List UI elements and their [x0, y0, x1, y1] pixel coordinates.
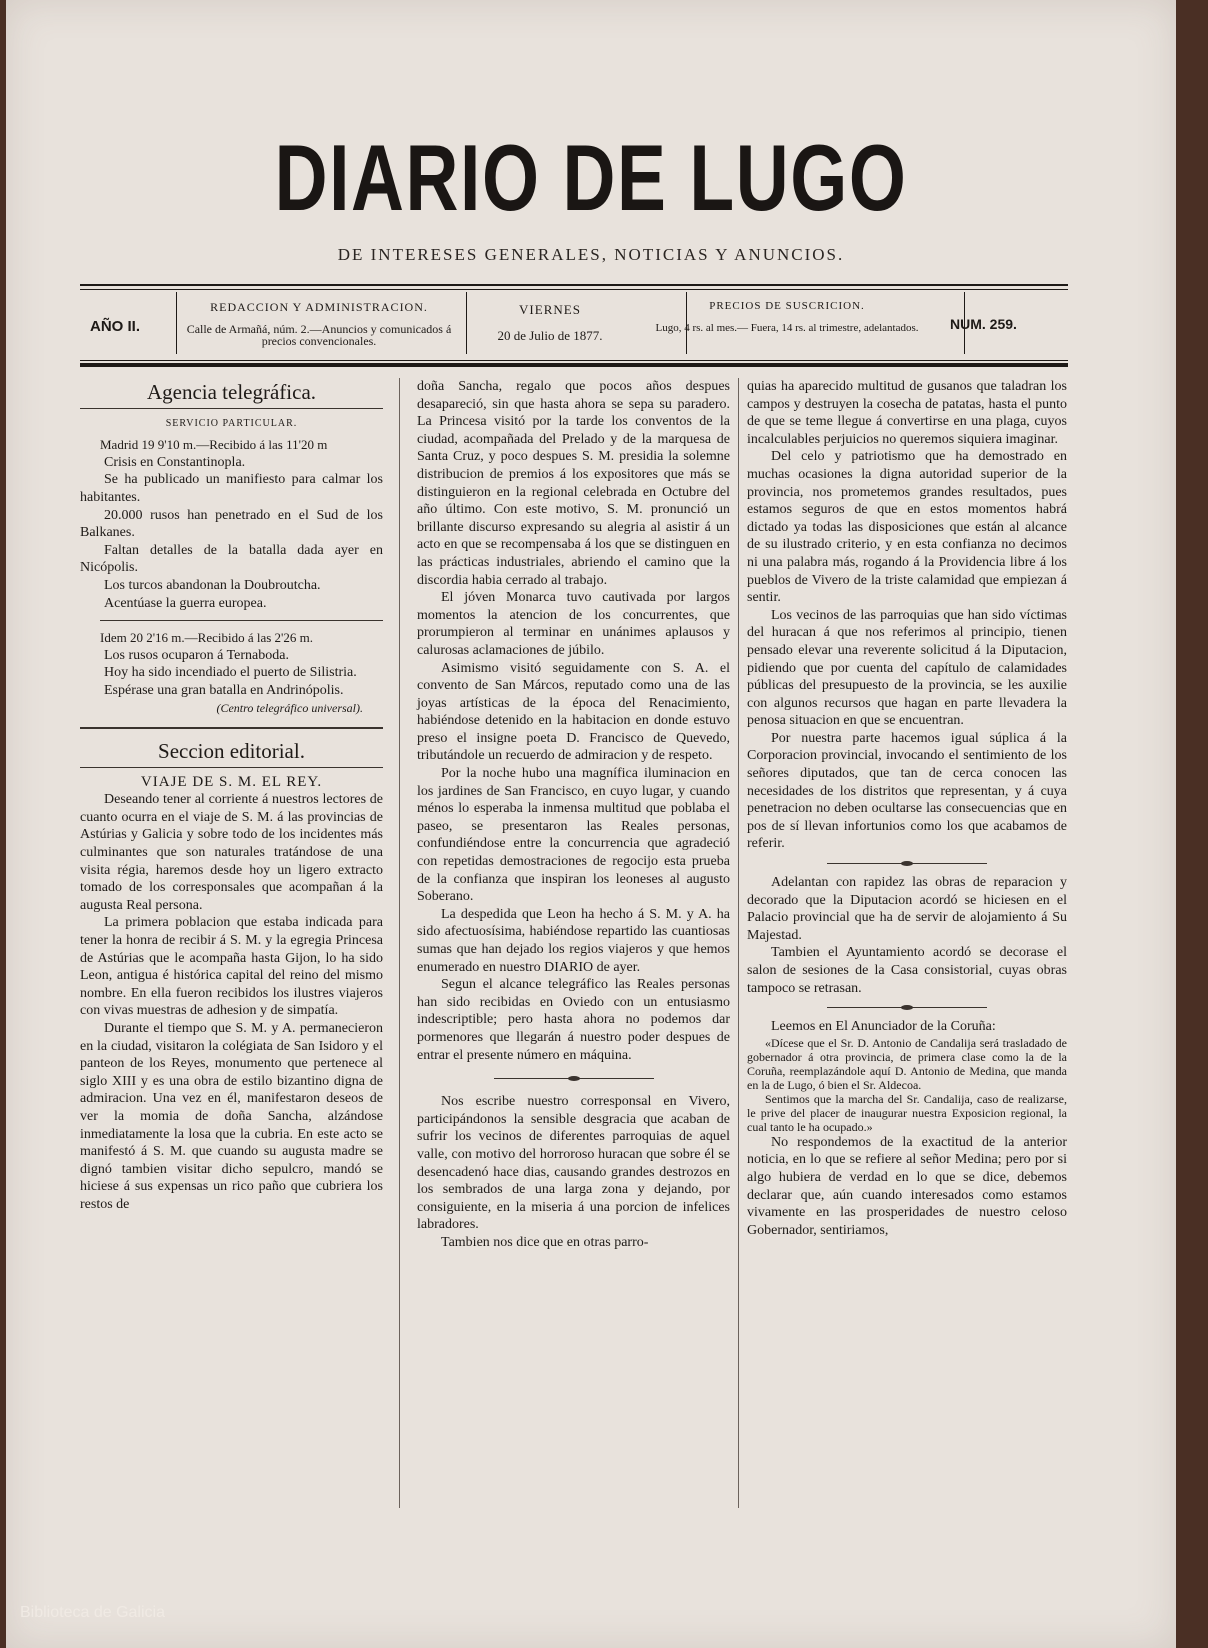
heading-rule: [80, 408, 383, 409]
servicio-label: SERVICIO PARTICULAR.: [165, 417, 298, 429]
watermark-text: Biblioteca de Galicia: [20, 1604, 165, 1621]
quote-paragraph: Sentimos que la marcha del Sr. Candalija, caso de realizarse, le prive del placer de inaugurar nuestra Exposicion regional, la cual tanto le ha ocupado.»: [747, 1091, 1067, 1134]
separator-ornament: [827, 1007, 987, 1008]
masthead-subtitle: DE INTERESES GENERALES, NOTICIAS Y ANUNCIOS.: [337, 245, 845, 264]
paragraph: Crisis en Constantinopla.: [104, 454, 246, 470]
dispatch-header: Idem 20 2'16 m.—Recibido á las 2'26 m.: [100, 630, 314, 646]
column-1: [80, 378, 383, 1214]
issue-year: AÑO II.: [90, 318, 141, 335]
paragraph: Leemos en El Anunciador de la Coruña:: [771, 1019, 996, 1035]
header-bottom-rule-thick: [80, 363, 1068, 367]
masthead-title: DIARIO DE LUGO: [274, 125, 908, 230]
paragraph: Espérase una gran batalla en Andrinópolis.: [104, 682, 344, 698]
separator-ornament: [827, 863, 987, 864]
top-rule: [80, 284, 1068, 286]
paragraph: doña Sancha, regalo que pocos años despues desapareció, sin que hasta ahora se sepa su paradero. La Princesa visitó por la tarde los conventos de la ciudad, acompañada del Prelado y de la marquesa de Santa Cruz, y poco despues S. M. presidia la solemne distribucion de premios á los expositores que más se distinguieron en la regional celebrada en Octubre del año último. Con este motivo, S. M. pronunció un brillante discurso expresando su alegria al asistir á un acto en que se recompensaba á los que se distinguen en las prácticas industriales, abriendo el camino que la discordia habia cerrado al trabajo.: [417, 379, 730, 588]
paragraph: La primera poblacion que estaba indicada para tener la honra de recibir á S. M. y la egregia Princesa de Astúrias que le acompaña hasta Gijon, lo ha sido Leon, antigua é histórica capital del reino del mismo nombre. En ella fueron recibidos los ilustres viajeros con vivas muestras de adhesion y de simpatía.: [80, 915, 383, 1019]
separator-ornament: [494, 1078, 654, 1079]
date-block: [450, 292, 650, 356]
paragraph: Por la noche hubo una magnífica iluminacion en los jardines de San Francisco, en cuyo lugar, y cuando ménos lo esperaba la inmensa multitud que poblaba el paseo, se presentaron las Reales personas, confundiéndose entre la concurrencia que agradeció con repetidas demostraciones de regocijo esta prueba de la confianza que inspiran los leoneses al augusto Soberano.: [417, 766, 730, 905]
top-rule-thin: [80, 289, 1068, 290]
paragraph: Adelantan con rapidez las obras de reparacion y decorado que la Diputacion acordó se hiciesen en el Palacio provincial que ha de servir de alojamiento á Su Majestad.: [747, 875, 1067, 943]
dispatch-rule: [100, 620, 383, 621]
redaccion-title: REDACCION Y ADMINISTRACION.: [210, 300, 428, 314]
paragraph: No respondemos de la exactitud de la anterior noticia, en lo que se refiere al señor Medina; pero por si algo hubiera de verdad en lo que se dice, debemos declarar que, aún cuando interesados como estamos vivamente en las prosperidades de nuestro celoso Gobernador, sentiriamos,: [747, 1134, 1067, 1238]
paragraph: Nos escribe nuestro corresponsal en Vivero, participándonos la sensible desgracia que acaban de sufrir los vecinos de diferentes parroquias de aquel valle, con motivo del horroroso huracan que sobre él se desencadenó hace dias, causando grandes destrozos en los sembrados de una larga zona y dejando, por consiguiente, en la miseria á una porcion de infelices labradores.: [417, 1094, 730, 1233]
article-heading: VIAJE DE S. M. EL REY.: [140, 773, 323, 790]
redaccion-block: [184, 292, 454, 356]
paragraph: Deseando tener al corriente á nuestros lectores de cuanto ocurra en el viaje de S. M. á las provincias de Astúrias y Galicia y sobre todo de los incidentes más culminantes que son naturales tratándose de una visita régia, haremos desde hoy un ligero extracto tomado de los corresponsales que acompañan á la augusta Real persona.: [80, 792, 383, 913]
newspaper-page: [6, 0, 1176, 1648]
header-bar: [80, 292, 1068, 356]
heading-rule: [80, 767, 383, 768]
paragraph: Acentúase la guerra europea.: [104, 595, 267, 611]
issue-date: 20 de Julio de 1877.: [497, 328, 603, 343]
paragraph: Los vecinos de las parroquias que han sido víctimas del huracan á que nos referimos al principio, tienen pensado elevar una reverente solicitud á la Diputacion, pidiendo que por cuenta del capítulo de calamidades públicas del presupuesto de la provincia, se les auxilie con algunos recursos que hagan en parte llevadera la penosa situacion en que se encuentran.: [747, 607, 1067, 729]
paragraph: Asimismo visitó seguidamente con S. A. el convento de San Márcos, reputado como una de las joyas artísticas de la época del Renacimiento, habiéndose detenido en la habitacion en donde estuvo preso el insigne poeta D. Francisco de Quevedo, tributándole un recuerdo de admiracion y de respeto.: [417, 660, 730, 764]
paragraph: Se ha publicado un manifiesto para calmar los habitantes.: [80, 472, 383, 505]
paragraph: Los rusos ocuparon á Ternaboda.: [104, 647, 289, 663]
column-3: [747, 378, 1067, 1239]
seccion-heading: Seccion editorial.: [158, 739, 305, 764]
quoted-article: [747, 1036, 1067, 1134]
weekday: VIERNES: [519, 302, 581, 317]
quote-paragraph: «Dícese que el Sr. D. Antonio de Candalija será trasladado de gobernador á otra provincia, de primera clase como la de la Coruña, reemplazándole aquí D. Antonio de Medina, que manda en la de Lugo, ó bien el Sr. Aldecoa.: [747, 1035, 1067, 1092]
paragraph: Durante el tiempo que S. M. y A. permanecieron en la ciudad, visitaron la colégiata de San Isidoro y el panteon de los Reyes, monumento que pertenece al siglo XIII y es una obra de estilo bizantino digna de admiracion. Una vez en él, manifestaron deseos de ver la momia de doña Sancha, alzándose inmediatamente la losa que la cubria. En este acto se manifestó á S. M. que cuando su augusta madre se dignó tambien visitar dicho sepulcro, mandó se hiciese á sus expensas un rico paño que cubriera los restos de: [80, 1021, 383, 1212]
paragraph: 20.000 rusos han penetrado en el Sud de los Balkanes.: [80, 507, 383, 541]
column-2: [417, 378, 730, 1252]
paragraph: quias ha aparecido multitud de gusanos que taladran los campos y destruyen la cosecha de patatas, hasta el punto de que se teme llegue á convertirse en una plaga, cuyos incalculables perjuicios no queremos siquiera imaginar.: [747, 379, 1067, 447]
paragraph: El jóven Monarca tuvo cautivada por largos momentos la atencion de los concurrentes, que prorumpieron al terminar en unánimes aplausos y calurosas aclamaciones de júbilo.: [417, 590, 730, 658]
paragraph: Del celo y patriotismo que ha demostrado en muchas ocasiones la digna autoridad superior de la provincia, nos prometemos grandes resultados, pues estamos seguros de que en estos momentos habrá dictado ya todas las disposiciones que están al alcance de su ilustrado criterio, y en esta confianza no decimos ni una palabra más, rogando á la Providencia libre á los pueblos de Vivero de la triste calamidad que empiezan á sentir.: [747, 449, 1067, 606]
prices-block: [654, 292, 920, 356]
column-divider: [738, 378, 739, 1508]
column-divider: [399, 378, 400, 1508]
issue-number: NUM. 259.: [950, 316, 1017, 332]
paragraph: Segun el alcance telegráfico las Reales personas han sido recibidas en Oviedo con un entusiasmo indescriptible; pero hasta ahora no podemos dar pormenores que llegarán á nuestro poder despues de entrar el presente número en máquina.: [417, 977, 730, 1063]
prices-title: PRECIOS DE SUSCRICION.: [709, 300, 865, 312]
dispatch-header: Madrid 19 9'10 m.—Recibido á las 11'20 m: [100, 437, 328, 453]
dispatch-signature: (Centro telegráfico universal).: [216, 700, 363, 715]
prices-body: Lugo, 4 rs. al mes.— Fuera, 14 rs. al trimestre, adelantados.: [655, 322, 919, 334]
agencia-heading: Agencia telegráfica.: [146, 380, 317, 404]
header-bottom-rule: [80, 360, 1068, 361]
paragraph: Hoy ha sido incendiado el puerto de Silistria.: [104, 665, 357, 681]
paragraph: Tambien nos dice que en otras parro-: [441, 1234, 649, 1250]
paragraph: La despedida que Leon ha hecho á S. M. y A. ha sido afectuosísima, habiéndose repartido las cuantiosas sumas que han dejado los regios viajeros y que hemos enumerado en nuestro DIARIO de ayer.: [417, 906, 730, 975]
paragraph: Faltan detalles de la batalla dada ayer en Nicópolis.: [80, 542, 383, 576]
header-divider: [176, 292, 177, 354]
paragraph: Por nuestra parte hacemos igual súplica á la Corporacion provincial, invocando el sentimiento de los señores diputados, que tan de cerca conocen las necesidades de los distritos que representan, y á cuya penetracion no deben ocultarse las consecuencias que en pos de sí llevan infortunios como los que acabamos de referir.: [747, 730, 1067, 852]
paragraph: Tambien el Ayuntamiento acordó se decorase el salon de sesiones de la Casa consistorial, cuyas obras tampoco se retrasan.: [747, 945, 1067, 996]
paragraph: Los turcos abandonan la Doubroutcha.: [104, 577, 321, 593]
redaccion-body: Calle de Armañá, núm. 2.—Anuncios y comunicados á precios convencionales.: [186, 322, 452, 348]
section-rule: [80, 727, 383, 729]
